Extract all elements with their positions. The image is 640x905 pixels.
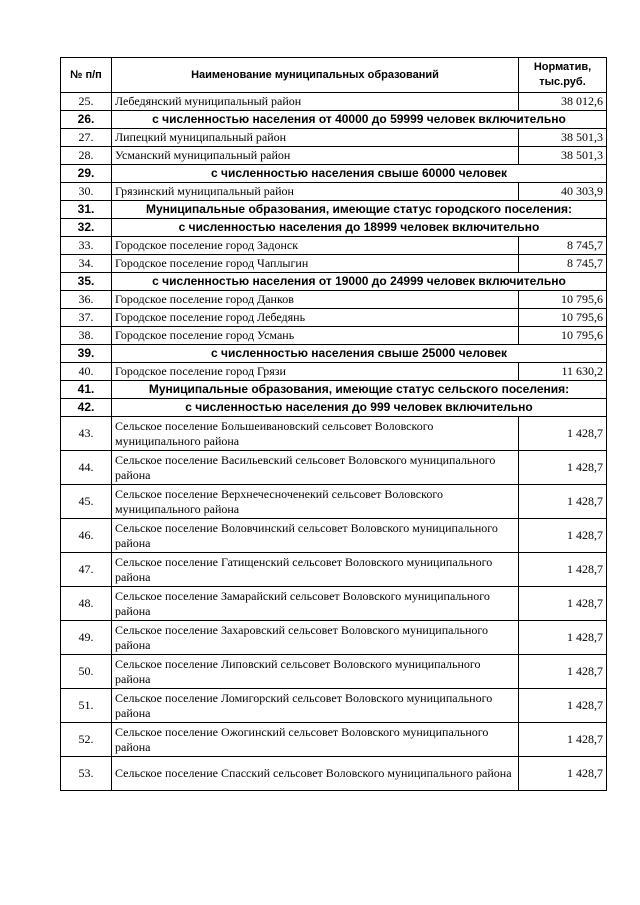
section-row — [61, 381, 607, 399]
municipality-name: Сельское поселение Ломигорский сельсовет Воловского муниципального района — [112, 689, 519, 723]
table-body — [61, 93, 607, 791]
normative-value: 1 428,7 — [519, 689, 607, 723]
row-number: 30. — [61, 183, 112, 201]
section-title: Муниципальные образования, имеющие статус городского поселения: — [112, 201, 607, 219]
table-row — [61, 621, 607, 655]
table-row — [61, 93, 607, 111]
municipality-name: Липецкий муниципальный район — [112, 129, 519, 147]
table-row — [61, 129, 607, 147]
section-title: с численностью населения до 18999 человек включительно — [112, 219, 607, 237]
normative-value: 8 745,7 — [519, 237, 607, 255]
table-row — [61, 689, 607, 723]
normative-value: 38 012,6 — [519, 93, 607, 111]
table-row — [61, 757, 607, 791]
row-number: 52. — [61, 723, 112, 757]
row-number: 40. — [61, 363, 112, 381]
table-row — [61, 519, 607, 553]
municipality-name: Сельское поселение Большеивановский сельсовет Воловского муниципального района — [112, 417, 519, 451]
row-number: 39. — [61, 345, 112, 363]
normative-value: 1 428,7 — [519, 485, 607, 519]
normative-value: 1 428,7 — [519, 655, 607, 689]
normative-value: 1 428,7 — [519, 553, 607, 587]
row-number: 47. — [61, 553, 112, 587]
row-number: 50. — [61, 655, 112, 689]
row-number: 27. — [61, 129, 112, 147]
row-number: 48. — [61, 587, 112, 621]
row-number: 53. — [61, 757, 112, 791]
normative-value: 8 745,7 — [519, 255, 607, 273]
row-number: 45. — [61, 485, 112, 519]
table-header-row — [61, 58, 607, 93]
row-number: 35. — [61, 273, 112, 291]
normative-value: 40 303,9 — [519, 183, 607, 201]
municipality-name: Сельское поселение Липовский сельсовет Воловского муниципального района — [112, 655, 519, 689]
normative-value: 38 501,3 — [519, 129, 607, 147]
normative-value: 1 428,7 — [519, 519, 607, 553]
row-number: 44. — [61, 451, 112, 485]
table-row — [61, 655, 607, 689]
normative-table — [60, 57, 607, 791]
table-row — [61, 291, 607, 309]
normative-value: 1 428,7 — [519, 621, 607, 655]
normative-value: 1 428,7 — [519, 451, 607, 485]
section-title: с численностью населения свыше 25000 человек — [112, 345, 607, 363]
row-number: 31. — [61, 201, 112, 219]
row-number: 25. — [61, 93, 112, 111]
row-number: 49. — [61, 621, 112, 655]
normative-value: 1 428,7 — [519, 757, 607, 791]
table-row — [61, 485, 607, 519]
section-row — [61, 399, 607, 417]
municipality-name: Сельское поселение Васильевский сельсовет Воловского муниципального района — [112, 451, 519, 485]
row-number: 42. — [61, 399, 112, 417]
row-number: 46. — [61, 519, 112, 553]
row-number: 33. — [61, 237, 112, 255]
municipality-name: Лебедянский муниципальный район — [112, 93, 519, 111]
section-row — [61, 111, 607, 129]
table-row — [61, 237, 607, 255]
row-number: 28. — [61, 147, 112, 165]
municipality-name: Сельское поселение Гатищенский сельсовет Воловского муниципального района — [112, 553, 519, 587]
municipality-name: Сельское поселение Ожогинский сельсовет Воловского муниципального района — [112, 723, 519, 757]
table-row — [61, 309, 607, 327]
header-value: Норматив, тыс.руб. — [519, 58, 607, 93]
normative-value: 11 630,2 — [519, 363, 607, 381]
section-row — [61, 165, 607, 183]
header-name: Наименование муниципальных образований — [112, 58, 519, 93]
municipality-name: Усманский муниципальный район — [112, 147, 519, 165]
row-number: 32. — [61, 219, 112, 237]
normative-value: 1 428,7 — [519, 723, 607, 757]
municipality-name: Сельское поселение Захаровский сельсовет Воловского муниципального района — [112, 621, 519, 655]
header-number: № п/п — [61, 58, 112, 93]
municipality-name: Городское поселение город Чаплыгин — [112, 255, 519, 273]
row-number: 34. — [61, 255, 112, 273]
normative-value: 10 795,6 — [519, 327, 607, 345]
municipality-name: Городское поселение город Данков — [112, 291, 519, 309]
normative-value: 10 795,6 — [519, 291, 607, 309]
table-row — [61, 553, 607, 587]
normative-value: 38 501,3 — [519, 147, 607, 165]
section-title: с численностью населения от 40000 до 59999 человек включительно — [112, 111, 607, 129]
row-number: 38. — [61, 327, 112, 345]
row-number: 37. — [61, 309, 112, 327]
normative-value: 10 795,6 — [519, 309, 607, 327]
normative-value: 1 428,7 — [519, 417, 607, 451]
row-number: 41. — [61, 381, 112, 399]
municipality-name: Сельское поселение Спасский сельсовет Воловского муниципального района — [112, 757, 519, 791]
municipality-name: Городское поселение город Грязи — [112, 363, 519, 381]
table-row — [61, 147, 607, 165]
table-row — [61, 451, 607, 485]
row-number: 36. — [61, 291, 112, 309]
section-row — [61, 219, 607, 237]
municipality-name: Городское поселение город Усмань — [112, 327, 519, 345]
section-title: с численностью населения от 19000 до 24999 человек включительно — [112, 273, 607, 291]
municipality-name: Сельское поселение Воловчинский сельсовет Воловского муниципального района — [112, 519, 519, 553]
municipality-name: Городское поселение город Лебедянь — [112, 309, 519, 327]
table-row — [61, 363, 607, 381]
municipality-name: Грязинский муниципальный район — [112, 183, 519, 201]
row-number: 43. — [61, 417, 112, 451]
section-row — [61, 273, 607, 291]
section-row — [61, 345, 607, 363]
table-row — [61, 587, 607, 621]
section-row — [61, 201, 607, 219]
normative-value: 1 428,7 — [519, 587, 607, 621]
municipality-name: Городское поселение город Задонск — [112, 237, 519, 255]
municipality-name: Сельское поселение Замарайский сельсовет Воловского муниципального района — [112, 587, 519, 621]
row-number: 26. — [61, 111, 112, 129]
table-row — [61, 255, 607, 273]
table-row — [61, 417, 607, 451]
row-number: 51. — [61, 689, 112, 723]
table-row — [61, 183, 607, 201]
section-title: с численностью населения свыше 60000 человек — [112, 165, 607, 183]
municipality-name: Сельское поселение Верхнечесноченекий сельсовет Воловского муниципального района — [112, 485, 519, 519]
section-title: с численностью населения до 999 человек включительно — [112, 399, 607, 417]
table-row — [61, 327, 607, 345]
table-row — [61, 723, 607, 757]
row-number: 29. — [61, 165, 112, 183]
section-title: Муниципальные образования, имеющие статус сельского поселения: — [112, 381, 607, 399]
